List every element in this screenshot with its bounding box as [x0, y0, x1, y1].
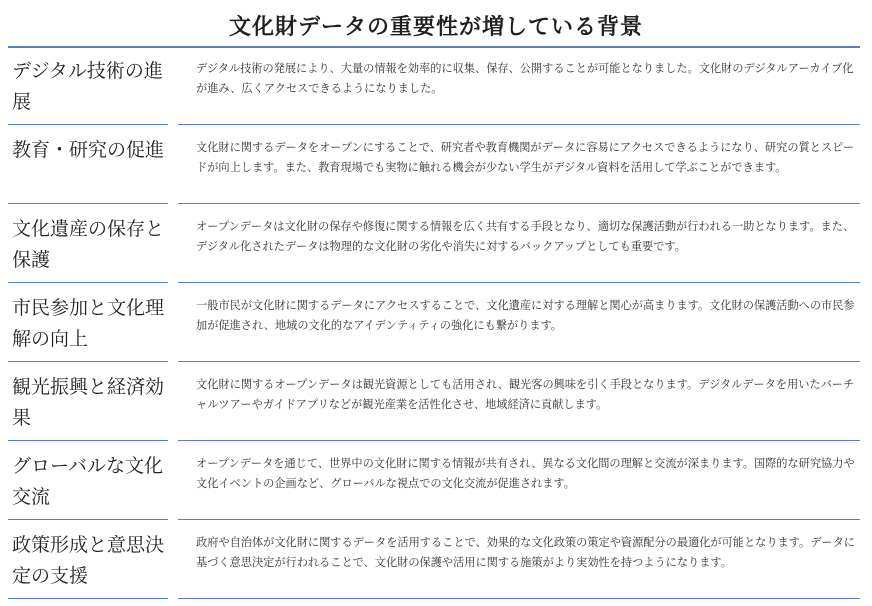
table-row	[0, 204, 872, 283]
background-table	[0, 46, 872, 599]
row-description: 一般市民が文化財に関するデータにアクセスすることで、文化遺産に対する理解と関心が高まります。文化財の保護活動への市民参加が促進され、地域の文化的なアイデンティティの強化にも繋がります。	[196, 299, 855, 332]
row-divider	[8, 598, 168, 600]
row-description: 文化財に関するデータをオープンにすることで、研究者や教育機関がデータに容易にアクセスできるようになり、研究の質とスピードが向上します。また、教育現場でも実物に触れる機会が少ない学生がデジタル資料を活用して学ぶことができます。	[196, 141, 855, 174]
row-heading: 市民参加と文化理解の向上	[12, 297, 165, 350]
row-heading: デジタル技術の進展	[12, 60, 163, 113]
table-row	[0, 283, 872, 362]
row-description: オープンデータは文化財の保存や修復に関する情報を広く共有する手段となり、適切な保護活動が行われる一助となります。また、デジタル化されたデータは物理的な文化財の劣化や消失に対するバックアップとしても重要です。	[196, 220, 855, 253]
row-heading: 政策形成と意思決定の支援	[12, 534, 165, 587]
page-title: 文化財データの重要性が増している背景	[228, 15, 643, 40]
row-heading: 文化遺産の保存と保護	[12, 218, 165, 271]
row-description: 文化財に関するオープンデータは観光資源としても活用され、観光客の興味を引く手段となります。デジタルデータを用いたバーチャルツアーやガイドアプリなどが観光産業を活性化させ、地域経済に貢献します。	[196, 378, 855, 411]
table-row	[0, 125, 872, 204]
table-row	[0, 441, 872, 520]
row-heading: グローバルな文化交流	[12, 455, 164, 508]
row-description: デジタル技術の発展により、大量の情報を効率的に収集、保存、公開することが可能となりました。文化財のデジタルアーカイブ化が進み、広くアクセスできるようになりました。	[196, 62, 854, 95]
row-divider	[178, 598, 860, 600]
row-description: オープンデータを通じて、世界中の文化財に関する情報が共有され、異なる文化間の理解と交流が深まります。国際的な研究協力や文化イベントの企画など、グローバルな視点での文化交流が促進されます。	[196, 457, 855, 490]
row-heading: 観光振興と経済効果	[12, 376, 165, 429]
row-description: 政府や自治体が文化財に関するデータを活用することで、効果的な文化政策の策定や資源配分の最適化が可能となります。データに基づく意思決定が行われることで、文化財の保護や活用に関する施策がより実効性を持つようになります。	[196, 536, 855, 569]
table-row	[0, 46, 872, 125]
row-heading: 教育・研究の促進	[12, 139, 165, 161]
table-row	[0, 362, 872, 441]
table-row	[0, 520, 872, 599]
